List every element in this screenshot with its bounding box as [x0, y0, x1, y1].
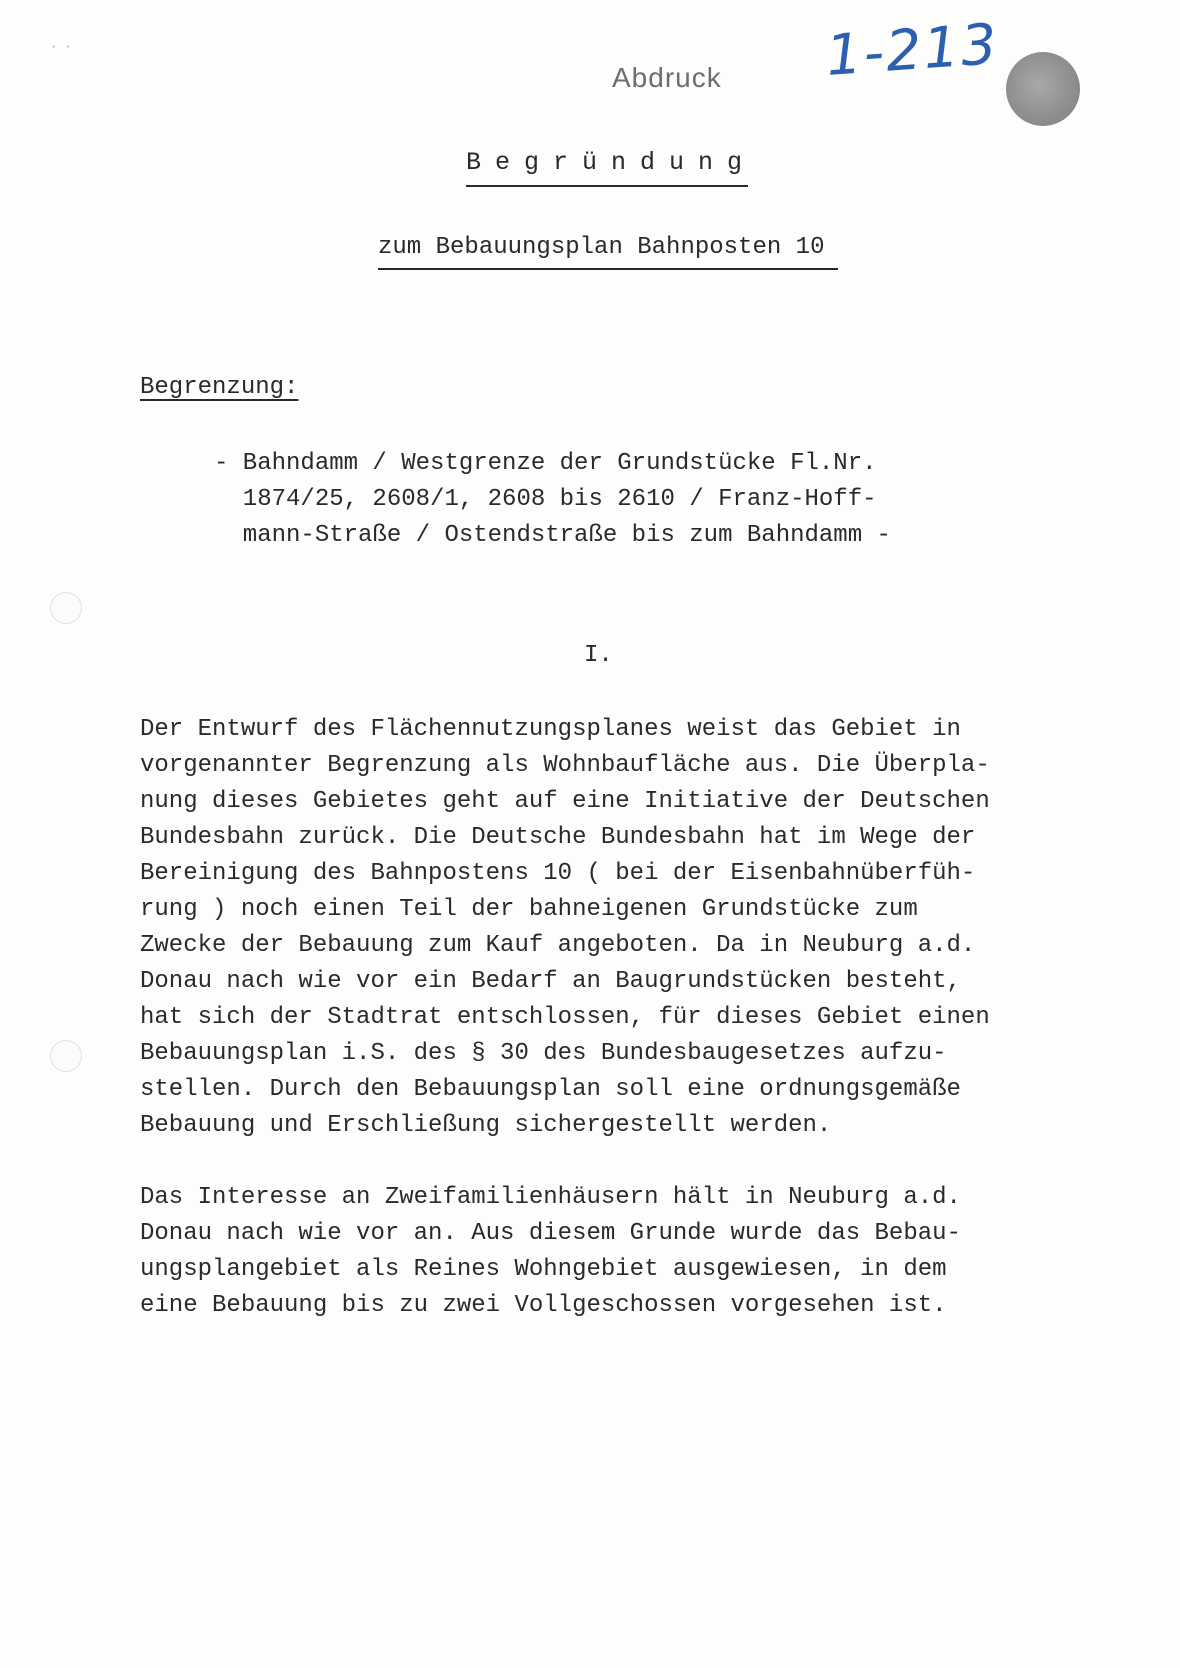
punch-hole-bottom — [50, 1040, 82, 1072]
seal-mark — [1006, 52, 1080, 126]
subtitle-underline — [378, 268, 838, 270]
body-paragraph-1: Der Entwurf des Flächennutzungsplanes weist das Gebiet in vorgenannter Begrenzung als Wohnbaufläche aus. Die Überpla- nung dieses Gebietes geht auf eine Initiative der Deutschen Bundesbahn zurück. Die Deutsche Bundesbahn hat im Wege der Bereinigung des Bahnpostens 10 ( bei der Eisenbahnüberfüh- rung ) noch einen Teil der bahneigenen Grundstücke zum Zwecke der Bebauung zum Kauf angeboten. Da in Neuburg a.d. Donau nach wie vor ein Bedarf an Baugrundstücken besteht, hat sich der Stadtrat entschlossen, für dieses Gebiet einen Bebauungsplan i.S. des § 30 des Bundesbaugesetzes aufzu- stellen. Durch den Bebauungsplan soll eine ordnungsgemäße Bebauung und Erschließung sichergestellt werden. — [140, 716, 990, 1139]
paper-specks: · · — [50, 40, 72, 54]
boundary-description: - Bahndamm / Westgrenze der Grundstücke Fl.Nr. 1874/25, 2608/1, 2608 bis 2610 / Franz-Hoff- mann-Straße / Ostendstraße bis zum Bahndamm - — [214, 450, 891, 549]
document-title: Begründung — [466, 148, 757, 177]
punch-hole-top — [50, 592, 82, 624]
boundary-label: Begrenzung: — [140, 374, 299, 401]
title-underline — [466, 185, 748, 187]
document-subtitle: zum Bebauungsplan Bahnposten 10 — [378, 234, 825, 261]
handwritten-page-number: 1-213 — [823, 12, 1001, 89]
body-paragraph-2: Das Interesse an Zweifamilienhäusern hält in Neuburg a.d. Donau nach wie vor an. Aus diesem Grunde wurde das Bebau- ungsplangebiet als Reines Wohngebiet ausgewiesen, in dem eine Bebauung bis zu zwei Vollgeschossen vorgesehen ist. — [140, 1184, 961, 1319]
copy-stamp: Abdruck — [612, 62, 722, 93]
section-number: I. — [584, 642, 613, 669]
